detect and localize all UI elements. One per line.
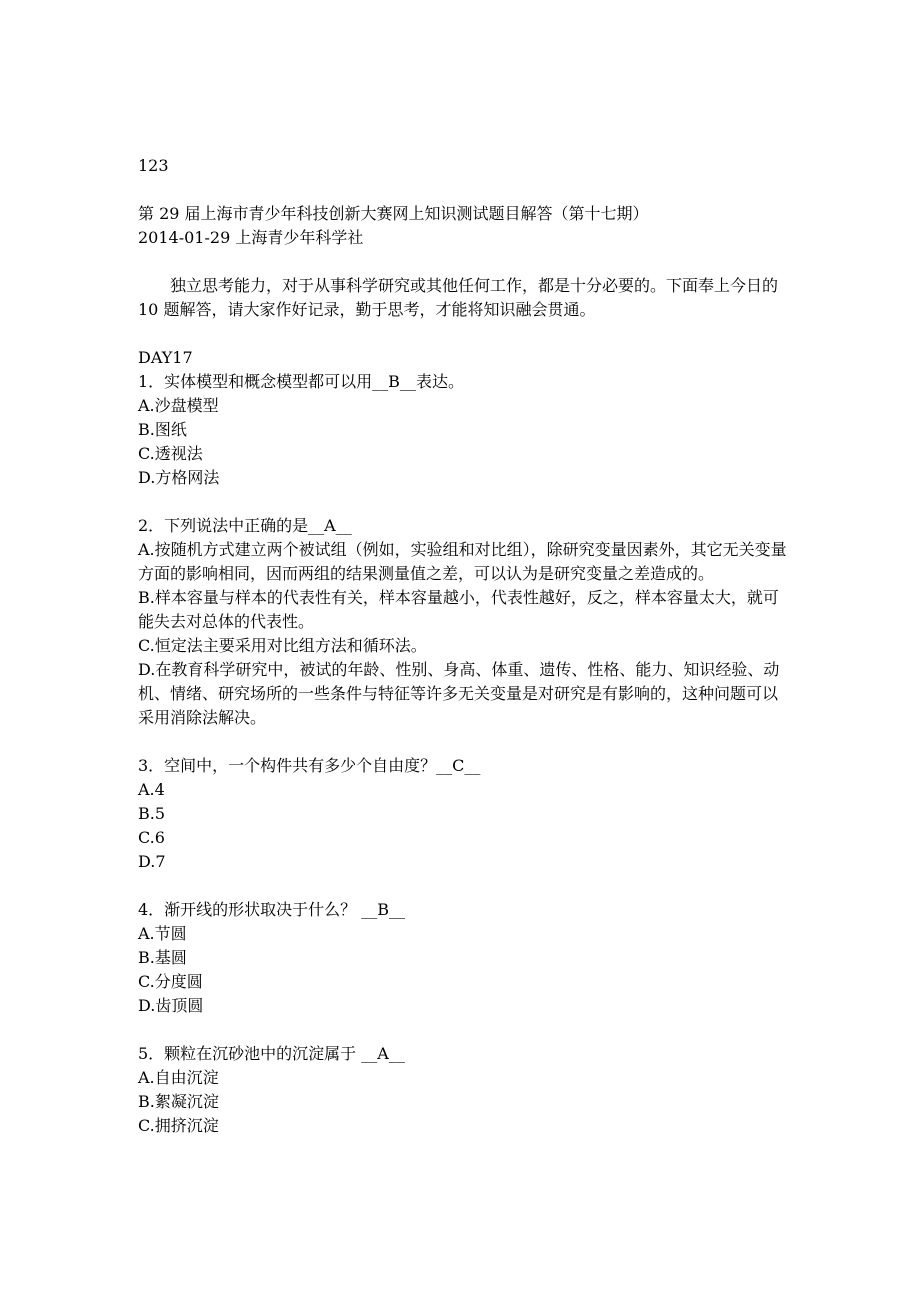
spacer: [138, 1018, 788, 1042]
question-2: [138, 514, 788, 730]
date-source: 2014-01-29 上海青少年科学社: [138, 228, 364, 247]
option-b: B.图纸: [138, 420, 187, 439]
option-c: C.分度圆: [138, 972, 203, 991]
document-page: [138, 154, 788, 1138]
option-c: C.拥挤沉淀: [138, 1116, 219, 1135]
option-c: C.恒定法主要采用对比组方法和循环法。: [138, 636, 427, 655]
spacer: [138, 730, 788, 754]
spacer: [138, 250, 788, 274]
option-a: A.4: [138, 780, 165, 799]
question-3: [138, 754, 788, 874]
question-4: [138, 898, 788, 1018]
option-b: B.基圆: [138, 948, 187, 967]
spacer: [138, 874, 788, 898]
question-stem: 4．渐开线的形状取决于什么？ __B__: [138, 900, 406, 919]
question-stem: 1．实体模型和概念模型都可以用__B__表达。: [138, 372, 464, 391]
question-stem: 3．空间中，一个构件共有多少个自由度？__C__: [138, 756, 481, 775]
page-number: 123: [138, 156, 169, 175]
option-d: D.齿顶圆: [138, 996, 204, 1015]
option-b: B.样本容量与样本的代表性有关，样本容量越小，代表性越好，反之，样本容量太大，就可能失去对总体的代表性。: [138, 588, 779, 631]
document-title: 第 29 届上海市青少年科技创新大赛网上知识测试题目解答（第十七期）: [138, 204, 649, 223]
option-b: B.絮凝沉淀: [138, 1092, 219, 1111]
option-a: A.沙盘模型: [138, 396, 219, 415]
day-label: DAY17: [138, 348, 193, 367]
question-stem: 5．颗粒在沉砂池中的沉淀属于 __A__: [138, 1044, 405, 1063]
intro-paragraph: 独立思考能力，对于从事科学研究或其他任何工作，都是十分必要的。下面奉上今日的 10 题解答，请大家作好记录，勤于思考，才能将知识融会贯通。: [138, 276, 784, 319]
option-d: D.7: [138, 852, 166, 871]
question-1: [138, 370, 788, 490]
option-b: B.5: [138, 804, 166, 823]
option-a: A.节圆: [138, 924, 187, 943]
option-d: D.在教育科学研究中，被试的年龄、性别、身高、体重、遗传、性格、能力、知识经验、动机、情绪、研究场所的一些条件与特征等许多无关变量是对研究是有影响的，这种问题可以采用消除法解决。: [138, 660, 780, 727]
option-d: D.方格网法: [138, 468, 220, 487]
question-5: [138, 1042, 788, 1138]
spacer: [138, 178, 788, 202]
spacer: [138, 490, 788, 514]
option-a: A.按随机方式建立两个被试组（例如，实验组和对比组），除研究变量因素外，其它无关变量方面的影响相同，因而两组的结果测量值之差，可以认为是研究变量之差造成的。: [138, 540, 787, 583]
option-c: C.6: [138, 828, 165, 847]
spacer: [138, 322, 788, 346]
option-a: A.自由沉淀: [138, 1068, 219, 1087]
option-c: C.透视法: [138, 444, 203, 463]
question-stem: 2．下列说法中正确的是__A__: [138, 516, 352, 535]
